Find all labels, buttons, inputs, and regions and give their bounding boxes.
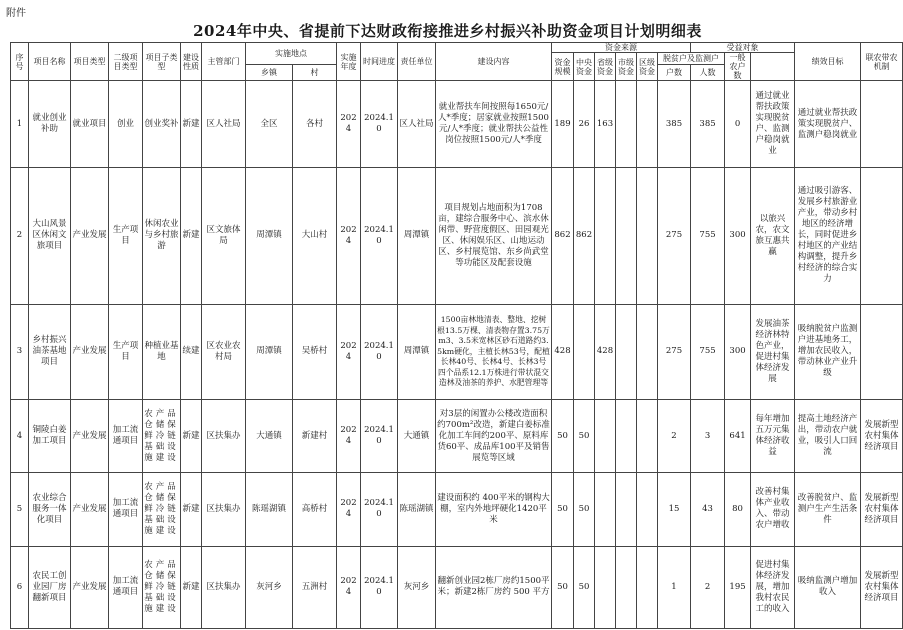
cell-town: 周潭镇 [246, 168, 293, 304]
header-goal: 绩效目标 [795, 43, 861, 81]
cell-type2: 加工流通项目 [109, 546, 143, 628]
cell-nature: 新建 [181, 168, 202, 304]
cell-name: 大山风景区休闲文旅项目 [29, 168, 71, 304]
cell-responsible: 灰河乡 [398, 546, 436, 628]
cell-households: 1 [658, 546, 691, 628]
cell-type2: 生产项目 [109, 304, 143, 400]
cell-mechanism: 改善脱贫户、监测户生产生活条件 [795, 473, 861, 547]
cell-progress: 2024.10 [361, 546, 398, 628]
cell-progress: 2024.10 [361, 168, 398, 304]
cell-village: 高桥村 [293, 473, 337, 547]
cell-year: 2024 [337, 400, 361, 473]
cell-type2: 创业 [109, 81, 143, 168]
cell-year: 2024 [337, 81, 361, 168]
header-department: 主管部门 [202, 43, 246, 81]
cell-village: 吴桥村 [293, 304, 337, 400]
header-project-name: 项目名称 [29, 43, 71, 81]
cell-type: 产业发展 [71, 400, 109, 473]
cell-central [574, 304, 595, 400]
cell-responsible: 陈瑶湖镇 [398, 473, 436, 547]
cell-seq: 1 [11, 81, 29, 168]
header-beneficiaries: 受益对象 [691, 43, 795, 53]
cell-subtype: 农产品仓储保鲜冷链基础设施建设 [143, 473, 181, 547]
cell-type: 产业发展 [71, 473, 109, 547]
cell-general: 0 [725, 81, 751, 168]
cell-central: 862 [574, 168, 595, 304]
table-row [11, 168, 903, 304]
cell-provincial [595, 546, 616, 628]
cell-dept: 区扶集办 [202, 546, 246, 628]
header-county: 区级资金 [637, 53, 658, 81]
cell-name: 铜陵白姜加工项目 [29, 400, 71, 473]
cell-type: 就业项目 [71, 81, 109, 168]
header-town: 乡镇 [246, 64, 293, 80]
cell-remark: 发展新型农村集体经济项目 [861, 546, 903, 628]
cell-general: 195 [725, 546, 751, 628]
cell-seq: 6 [11, 546, 29, 628]
cell-general: 641 [725, 400, 751, 473]
header-responsible: 责任单位 [398, 43, 436, 81]
cell-progress: 2024.10 [361, 304, 398, 400]
cell-village: 大山村 [293, 168, 337, 304]
cell-city [616, 400, 637, 473]
cell-responsible: 周潭镇 [398, 168, 436, 304]
header-subtype: 项目子类型 [143, 43, 181, 81]
cell-remark [861, 304, 903, 400]
header-provincial: 省级资金 [595, 53, 616, 81]
cell-general: 80 [725, 473, 751, 547]
cell-content: 翻新创业园2栋厂房约1500平米；新建2栋厂房约 500 平方 [436, 546, 552, 628]
cell-name: 农业综合服务一体化项目 [29, 473, 71, 547]
cell-progress: 2024.10 [361, 81, 398, 168]
header-poverty: 脱贫户及监测户 [658, 53, 725, 65]
cell-county [637, 546, 658, 628]
cell-remark: 发展新型农村集体经济项目 [861, 473, 903, 547]
cell-seq: 2 [11, 168, 29, 304]
header-location: 实施地点 [246, 43, 337, 65]
cell-scale: 50 [552, 546, 574, 628]
cell-type2: 加工流通项目 [109, 473, 143, 547]
header-seq: 序号 [11, 43, 29, 81]
cell-progress: 2024.10 [361, 400, 398, 473]
cell-content: 就业帮扶车间按照每1650元/人*季度；居家就业按照1500元/人*季度；就业帮扶公益性岗位按照1500元/人*季度 [436, 81, 552, 168]
cell-provincial [595, 473, 616, 547]
cell-year: 2024 [337, 473, 361, 547]
cell-goal: 改善村集体产业收入、带动农户增收 [751, 473, 795, 547]
cell-type2: 生产项目 [109, 168, 143, 304]
cell-provincial [595, 400, 616, 473]
table-row [11, 546, 903, 628]
cell-dept: 区农业农村局 [202, 304, 246, 400]
cell-town: 陈瑶湖镇 [246, 473, 293, 547]
header-fund-scale: 资金规模 [552, 53, 574, 81]
cell-scale: 189 [552, 81, 574, 168]
cell-central: 50 [574, 546, 595, 628]
header-persons: 人数 [691, 64, 725, 80]
header-build-nature: 建设性质 [181, 43, 202, 81]
cell-nature: 续建 [181, 304, 202, 400]
cell-city [616, 473, 637, 547]
cell-city [616, 81, 637, 168]
cell-type: 产业发展 [71, 168, 109, 304]
cell-city [616, 546, 637, 628]
cell-remark: 发展新型农村集体经济项目 [861, 400, 903, 473]
cell-mechanism: 吸纳脱贫户监测户进基地务工，增加农民收入，带动林业产业升级 [795, 304, 861, 400]
cell-year: 2024 [337, 168, 361, 304]
cell-county [637, 304, 658, 400]
cell-goal: 发展油茶经济林特色产业，促进村集体经济发展 [751, 304, 795, 400]
cell-responsible: 周潭镇 [398, 304, 436, 400]
cell-goal: 通过就业帮扶政策实现脱贫户、监测户稳岗就业 [751, 81, 795, 168]
cell-general: 300 [725, 168, 751, 304]
cell-dept: 区人社局 [202, 81, 246, 168]
header-funds: 资金来源 [552, 43, 691, 53]
cell-subtype: 农产品仓储保鲜冷链基础设施建设 [143, 400, 181, 473]
cell-dept: 区扶集办 [202, 473, 246, 547]
cell-village: 各村 [293, 81, 337, 168]
cell-households: 275 [658, 168, 691, 304]
cell-central: 50 [574, 400, 595, 473]
cell-general: 300 [725, 304, 751, 400]
cell-dept: 区扶集办 [202, 400, 246, 473]
cell-name: 农民工创业园厂房翻新项目 [29, 546, 71, 628]
cell-central: 50 [574, 473, 595, 547]
cell-nature: 新建 [181, 400, 202, 473]
cell-type: 产业发展 [71, 546, 109, 628]
header-progress: 时间进度 [361, 43, 398, 81]
cell-goal: 促进村集体经济发展，增加我村农民工的收入 [751, 546, 795, 628]
cell-subtype: 创业奖补 [143, 81, 181, 168]
cell-goal: 每年增加五万元集体经济收益 [751, 400, 795, 473]
attachment-label: 附件 [6, 8, 26, 19]
cell-persons: 2 [691, 546, 725, 628]
cell-content: 1500亩林地清表、整地、挖树根13.5万棵、清表物存置3.75万m3、3.5米宽林区砂石道路约3.5km硬化，主植长林53号，配植长林40号、长林4号、长林3号四个品系12.1万株进行带状混交造林及油茶的养护、水肥管理等 [436, 304, 552, 400]
cell-type2: 加工流通项目 [109, 400, 143, 473]
cell-year: 2024 [337, 546, 361, 628]
cell-provincial [595, 168, 616, 304]
cell-seq: 5 [11, 473, 29, 547]
cell-town: 周潭镇 [246, 304, 293, 400]
cell-provincial: 163 [595, 81, 616, 168]
cell-county [637, 473, 658, 547]
cell-remark [861, 168, 903, 304]
cell-county [637, 81, 658, 168]
cell-county [637, 168, 658, 304]
cell-goal: 以旅兴农，农文旅互惠共赢 [751, 168, 795, 304]
header-mechanism: 联农带农机制 [861, 43, 903, 81]
cell-town: 灰河乡 [246, 546, 293, 628]
cell-scale: 428 [552, 304, 574, 400]
page-title: 2024年中央、省提前下达财政衔接推进乡村振兴补助资金项目计划明细表 [193, 22, 702, 40]
cell-mechanism: 吸纳监测户增加收入 [795, 546, 861, 628]
cell-mechanism: 通过吸引游客、发展乡村旅游业产业，带动乡村地区的经济增长，同时促进乡村地区的产业结构调整，提升乡村经济的综合实力 [795, 168, 861, 304]
cell-content: 项目规划占地面积为1708亩，建综合服务中心、滨水休闲带、野营度假区、田园观光区、休闲娱乐区、山地运动区、乡村展览馆、东乡尚武堂等功能区及配套设施 [436, 168, 552, 304]
cell-persons: 43 [691, 473, 725, 547]
cell-central: 26 [574, 81, 595, 168]
cell-households: 385 [658, 81, 691, 168]
cell-town: 大通镇 [246, 400, 293, 473]
cell-content: 对3层的闲置办公楼改造面积约700m²改造，新建白姜标准化加工车间约200平、原料库货60平、成品库100平及销售展览等区域 [436, 400, 552, 473]
cell-county [637, 400, 658, 473]
cell-city [616, 168, 637, 304]
header-city: 市级资金 [616, 53, 637, 81]
header-year: 实施年度 [337, 43, 361, 81]
cell-town: 全区 [246, 81, 293, 168]
cell-households: 2 [658, 400, 691, 473]
header-project-type: 项目类型 [71, 43, 109, 81]
cell-persons: 755 [691, 304, 725, 400]
table-row [11, 304, 903, 400]
table-row [11, 81, 903, 168]
cell-persons: 385 [691, 81, 725, 168]
cell-persons: 755 [691, 168, 725, 304]
table-row [11, 400, 903, 473]
cell-dept: 区文旅体局 [202, 168, 246, 304]
cell-provincial: 428 [595, 304, 616, 400]
cell-subtype: 休闲农业与乡村旅游 [143, 168, 181, 304]
cell-type: 产业发展 [71, 304, 109, 400]
cell-subtype: 农产品仓储保鲜冷链基础设施建设 [143, 546, 181, 628]
table-row [11, 473, 903, 547]
cell-city [616, 304, 637, 400]
cell-mechanism: 通过就业帮扶政策实现脱贫户、监测户稳岗就业 [795, 81, 861, 168]
cell-scale: 50 [552, 400, 574, 473]
cell-households: 15 [658, 473, 691, 547]
cell-subtype: 种植业基地 [143, 304, 181, 400]
cell-village: 五洲村 [293, 546, 337, 628]
cell-nature: 新建 [181, 81, 202, 168]
cell-seq: 4 [11, 400, 29, 473]
cell-responsible: 大通镇 [398, 400, 436, 473]
project-table [10, 42, 903, 629]
cell-scale: 862 [552, 168, 574, 304]
header-general: 一般农户数 [725, 53, 751, 81]
cell-persons: 3 [691, 400, 725, 473]
header-content: 建设内容 [436, 43, 552, 81]
cell-progress: 2024.10 [361, 473, 398, 547]
cell-nature: 新建 [181, 473, 202, 547]
cell-year: 2024 [337, 304, 361, 400]
cell-content: 建设面积约 400平米的钢构大棚，室内外地坪硬化1420平米 [436, 473, 552, 547]
cell-scale: 50 [552, 473, 574, 547]
header-project-type2: 二级项目类型 [109, 43, 143, 81]
cell-nature: 新建 [181, 546, 202, 628]
cell-responsible: 区人社局 [398, 81, 436, 168]
cell-name: 就业创业补助 [29, 81, 71, 168]
cell-remark [861, 81, 903, 168]
header-village: 村 [293, 64, 337, 80]
cell-village: 新建村 [293, 400, 337, 473]
header-central: 中央资金 [574, 53, 595, 81]
cell-households: 275 [658, 304, 691, 400]
cell-mechanism: 提高土地经济产出，带动农户就业，吸引人口回流 [795, 400, 861, 473]
cell-name: 乡村振兴油茶基地项目 [29, 304, 71, 400]
header-households: 户数 [658, 64, 691, 80]
cell-seq: 3 [11, 304, 29, 400]
